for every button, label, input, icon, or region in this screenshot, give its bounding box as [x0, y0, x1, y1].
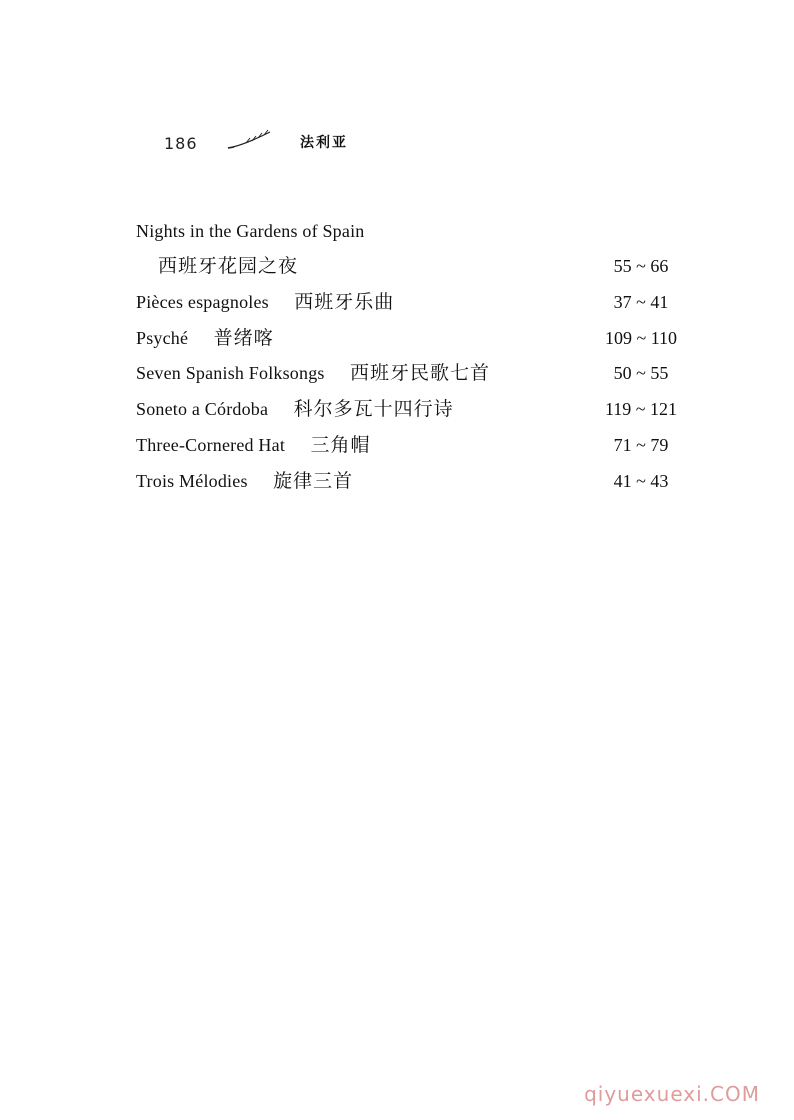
entry-page-range: 55 ~ 66 — [613, 256, 669, 276]
entry-chinese-title: 西班牙花园之夜 — [158, 255, 299, 277]
entry-chinese-title: 普绪喀 — [213, 327, 274, 349]
page-header — [160, 128, 420, 158]
watermark: qiyuexuexi.COM — [584, 1082, 760, 1106]
entry-chinese-title: 旋律三首 — [273, 470, 354, 492]
entry-english-title: Soneto a Córdoba — [136, 399, 269, 419]
entry-page-range: 37 ~ 41 — [613, 292, 669, 312]
entry-english-title: Pièces espagnoles — [136, 292, 269, 312]
entry-chinese-title: 西班牙民歌七首 — [350, 362, 491, 384]
index-entry — [136, 467, 696, 495]
entry-english-title: Three-Cornered Hat — [136, 435, 286, 455]
index-entry — [136, 359, 696, 387]
page-number: 186 — [164, 134, 198, 153]
index-entry — [136, 395, 696, 423]
entry-page-range: 71 ~ 79 — [613, 435, 669, 455]
quill-pen-icon — [226, 128, 274, 152]
entry-page-range: 119 ~ 121 — [604, 399, 678, 419]
entry-chinese-title: 西班牙乐曲 — [294, 291, 395, 313]
index-entry — [136, 288, 696, 316]
entry-chinese-title: 三角帽 — [310, 434, 371, 456]
entry-english-title: Seven Spanish Folksongs — [136, 363, 325, 383]
entry-page-range: 109 ~ 110 — [604, 328, 678, 348]
entry-english-title: Psyché — [136, 328, 189, 348]
entry-english-title: Trois Mélodies — [136, 471, 248, 491]
entry-page-range: 50 ~ 55 — [613, 363, 669, 383]
index-entry — [136, 217, 696, 245]
index-entry — [136, 431, 696, 459]
index-entry — [136, 324, 696, 352]
entry-english-title: Nights in the Gardens of Spain — [136, 221, 365, 241]
entry-chinese-title: 科尔多瓦十四行诗 — [293, 398, 454, 420]
index-entry — [136, 252, 696, 280]
entry-page-range: 41 ~ 43 — [613, 471, 669, 491]
running-title: 法利亚 — [300, 135, 348, 151]
